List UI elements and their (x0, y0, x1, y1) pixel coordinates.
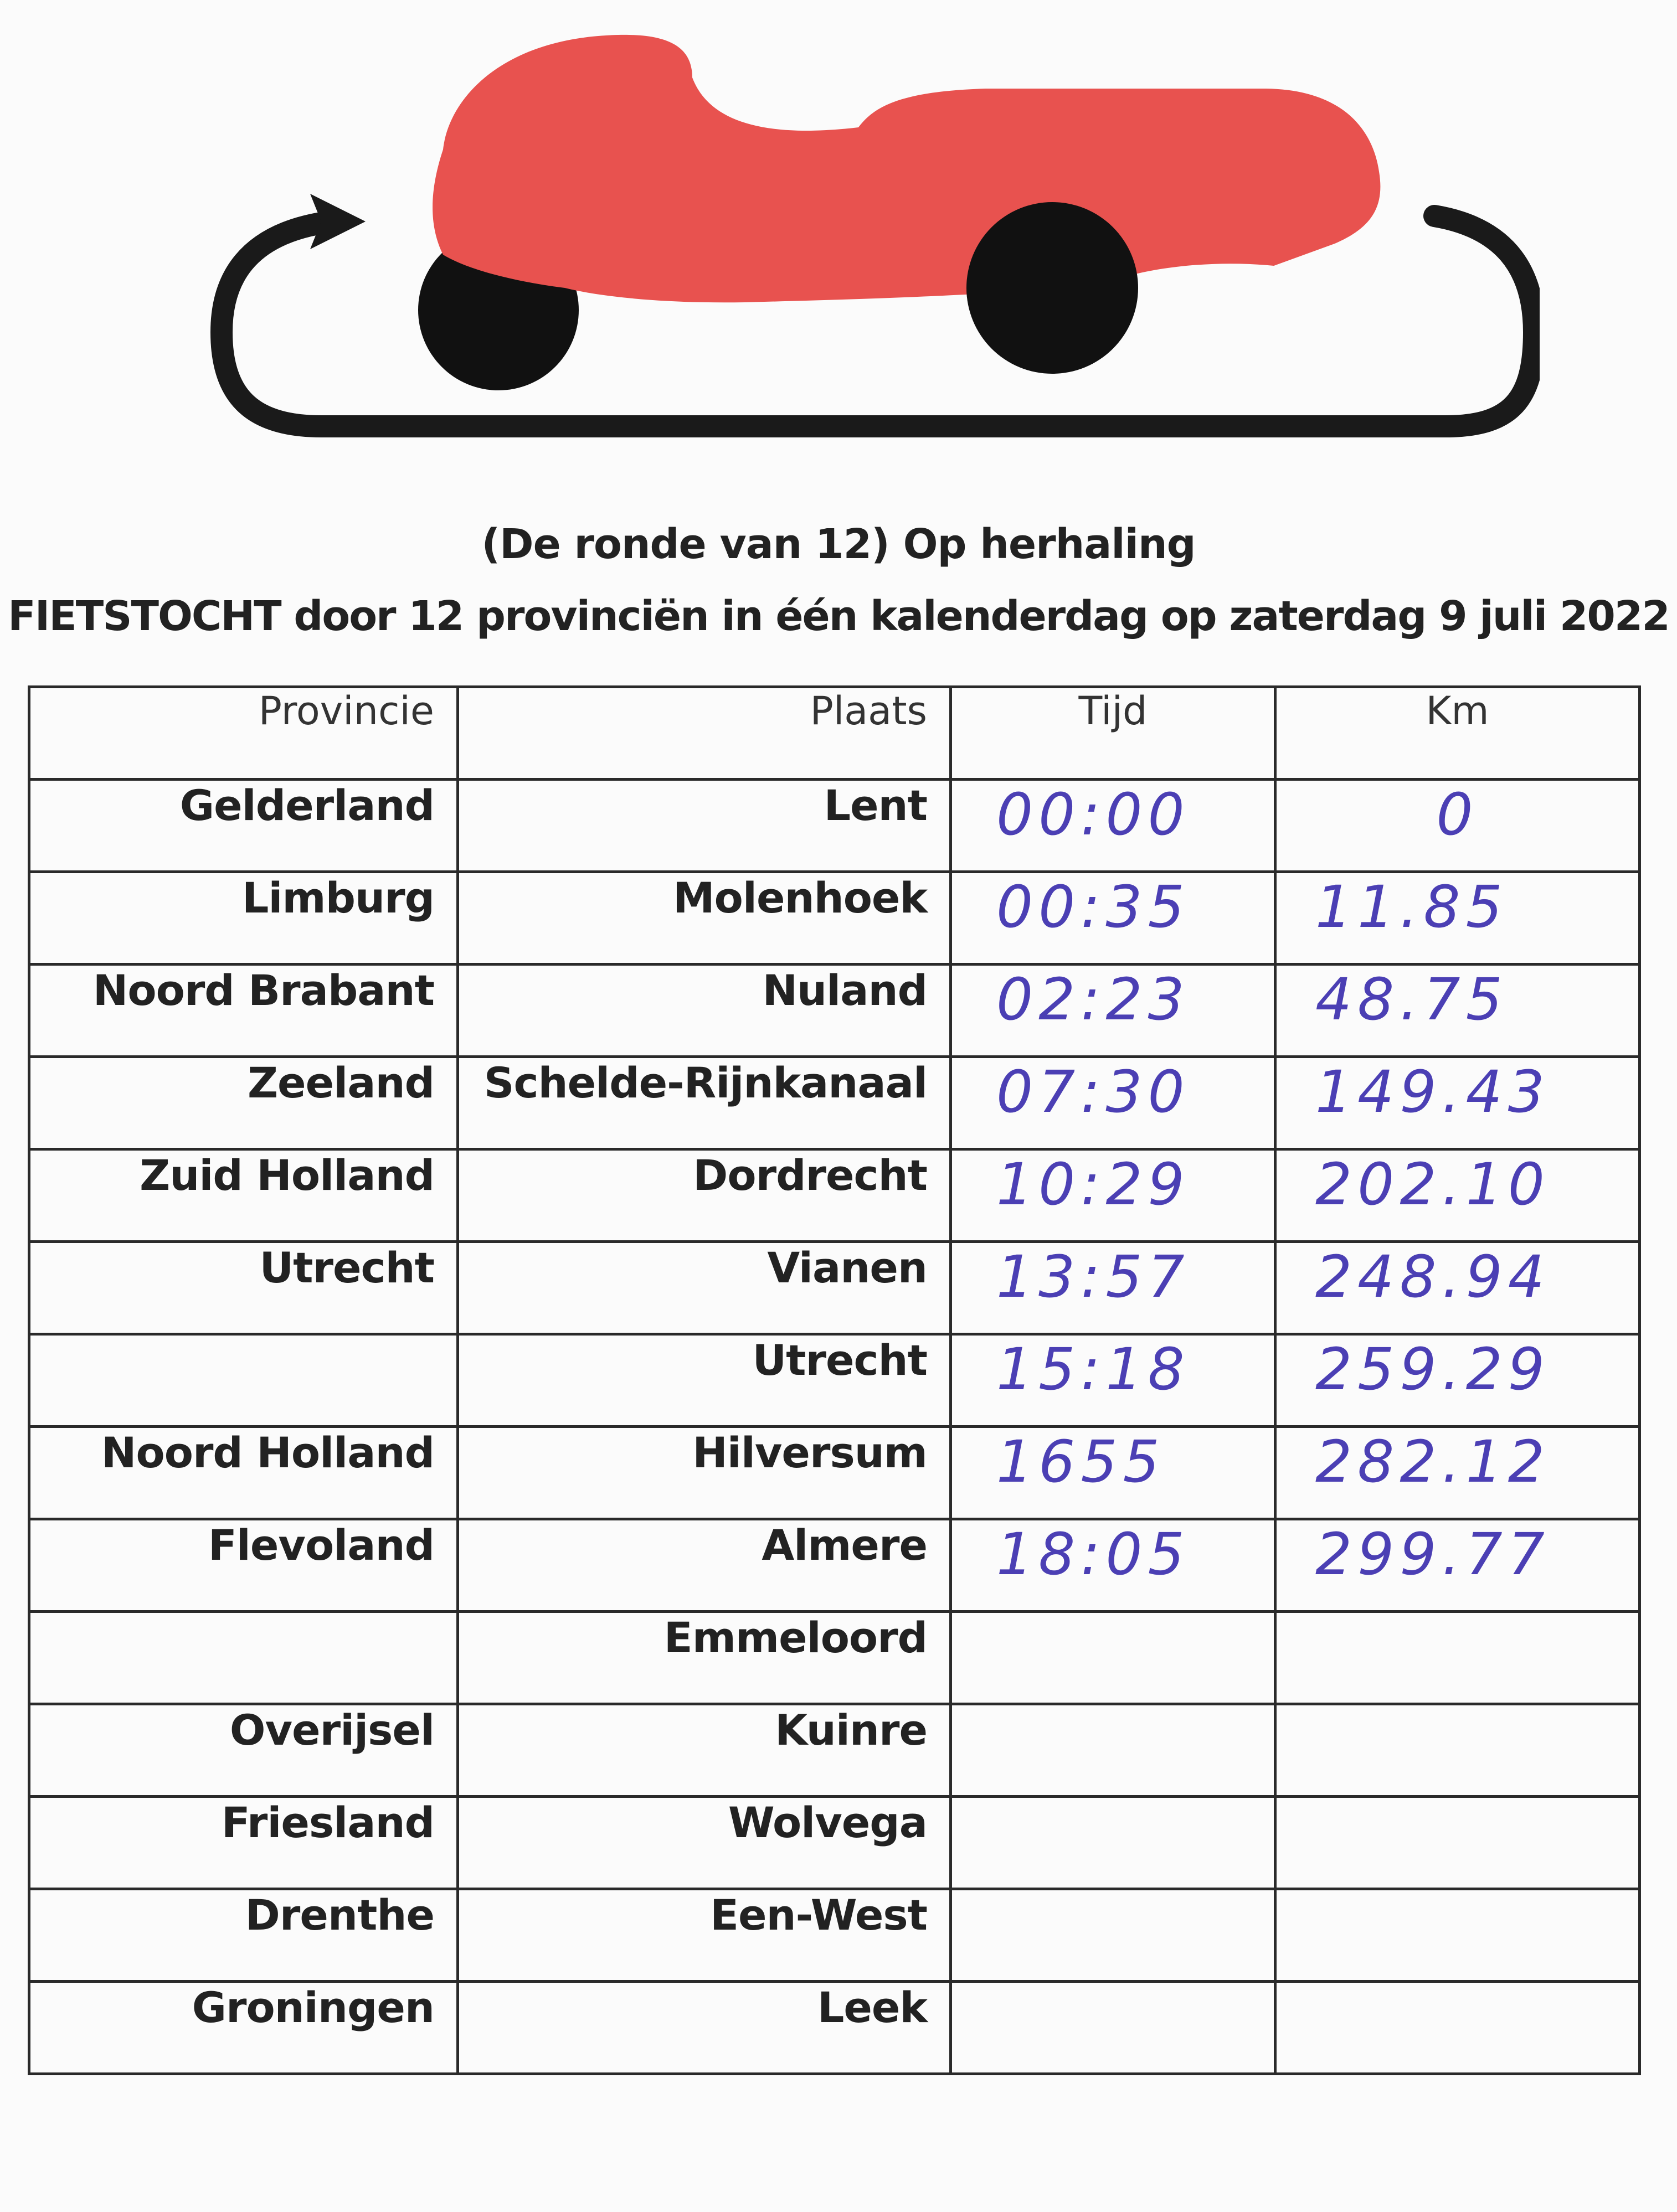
km-cell: 0 (1275, 780, 1640, 872)
km-cell: 259.29 (1275, 1334, 1640, 1427)
plaats-cell: Nuland (458, 965, 951, 1057)
plaats-cell: Vianen (458, 1242, 951, 1334)
tijd-cell (951, 1797, 1275, 1889)
tijd-cell: 15:18 (951, 1334, 1275, 1427)
provincie-cell: Utrecht (29, 1242, 458, 1334)
provincie-cell (29, 1612, 458, 1704)
km-cell: 202.10 (1275, 1149, 1640, 1242)
title-line-1: (De ronde van 12) Op herhaling (481, 520, 1196, 568)
km-cell: 149.43 (1275, 1057, 1640, 1149)
tijd-cell (951, 1612, 1275, 1704)
table-row (29, 1149, 1640, 1242)
table-row (29, 1519, 1640, 1612)
velomobile-loop-logo (210, 22, 1540, 465)
table-row (29, 1797, 1640, 1889)
plaats-cell: Lent (458, 780, 951, 872)
tijd-cell: 00:00 (951, 780, 1275, 872)
plaats-cell: Molenhoek (458, 872, 951, 965)
tijd-cell: 18:05 (951, 1519, 1275, 1612)
km-cell: 282.12 (1275, 1427, 1640, 1519)
table-row (29, 1057, 1640, 1149)
provincie-cell: Zuid Holland (29, 1149, 458, 1242)
plaats-cell: Emmeloord (458, 1612, 951, 1704)
table-row (29, 1242, 1640, 1334)
provincie-cell: Zeeland (29, 1057, 458, 1149)
provincie-cell: Noord Holland (29, 1427, 458, 1519)
km-cell (1275, 1612, 1640, 1704)
provincie-cell: Noord Brabant (29, 965, 458, 1057)
km-cell: 48.75 (1275, 965, 1640, 1057)
header-tijd: Tijd (951, 687, 1275, 780)
header-provincie: Provincie (29, 687, 458, 780)
plaats-cell: Almere (458, 1519, 951, 1612)
provincie-cell: Groningen (29, 1982, 458, 2074)
header-row (29, 687, 1640, 780)
table-row (29, 1427, 1640, 1519)
provincie-cell: Friesland (29, 1797, 458, 1889)
km-cell: 11.85 (1275, 872, 1640, 965)
table-row (29, 1612, 1640, 1704)
ride-log-table (28, 685, 1641, 2075)
table-row (29, 1704, 1640, 1797)
tijd-cell (951, 1704, 1275, 1797)
tijd-cell: 07:30 (951, 1057, 1275, 1149)
km-cell (1275, 1889, 1640, 1982)
km-cell (1275, 1704, 1640, 1797)
header-km: Km (1275, 687, 1640, 780)
km-cell (1275, 1982, 1640, 2074)
tijd-cell: 02:23 (951, 965, 1275, 1057)
table-row (29, 965, 1640, 1057)
table-row (29, 1982, 1640, 2074)
velomobile-body-icon (433, 35, 1380, 302)
provincie-cell: Overijsel (29, 1704, 458, 1797)
km-cell (1275, 1797, 1640, 1889)
plaats-cell: Wolvega (458, 1797, 951, 1889)
tijd-cell: 1655 (951, 1427, 1275, 1519)
provincie-cell: Gelderland (29, 780, 458, 872)
table-row (29, 872, 1640, 965)
tijd-cell: 00:35 (951, 872, 1275, 965)
table-row (29, 1334, 1640, 1427)
plaats-cell: Dordrecht (458, 1149, 951, 1242)
title-line-2: FIETSTOCHT door 12 provinciën in één kalenderdag op zaterdag 9 juli 2022 (8, 592, 1669, 640)
tijd-cell: 10:29 (951, 1149, 1275, 1242)
front-wheel-icon (966, 202, 1138, 374)
plaats-cell: Schelde-Rijnkanaal (458, 1057, 951, 1149)
km-cell: 248.94 (1275, 1242, 1640, 1334)
plaats-cell: Een-West (458, 1889, 951, 1982)
plaats-cell: Kuinre (458, 1704, 951, 1797)
table-row (29, 780, 1640, 872)
plaats-cell: Hilversum (458, 1427, 951, 1519)
tijd-cell (951, 1889, 1275, 1982)
table-row (29, 1889, 1640, 1982)
plaats-cell: Utrecht (458, 1334, 951, 1427)
provincie-cell: Drenthe (29, 1889, 458, 1982)
tijd-cell (951, 1982, 1275, 2074)
km-cell: 299.77 (1275, 1519, 1640, 1612)
plaats-cell: Leek (458, 1982, 951, 2074)
provincie-cell (29, 1334, 458, 1427)
tijd-cell: 13:57 (951, 1242, 1275, 1334)
header-plaats: Plaats (458, 687, 951, 780)
provincie-cell: Flevoland (29, 1519, 458, 1612)
provincie-cell: Limburg (29, 872, 458, 965)
